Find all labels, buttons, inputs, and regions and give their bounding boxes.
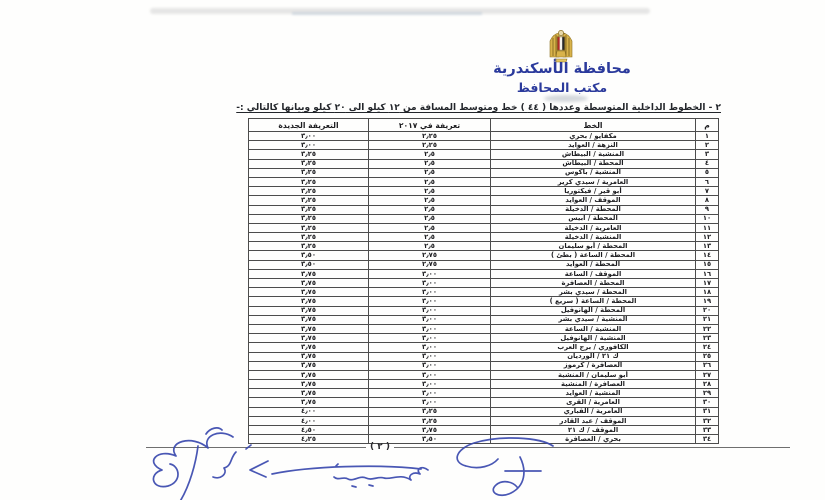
fare-new: ٣٫٠٠	[249, 141, 369, 150]
fare-new: ٣٫٥٠	[249, 251, 369, 260]
header-fare-2017: تعريفة في ٢٠١٧	[369, 119, 491, 132]
row-number: ٥	[696, 168, 719, 177]
line-name: أبو قير / فيكتوريا	[491, 187, 696, 196]
fare-new: ٣٫٠٠	[249, 132, 369, 141]
fare-2017: ٣٫٠٠	[369, 380, 491, 389]
line-name: المحطة / ابيس	[491, 214, 696, 223]
table-row	[249, 306, 719, 315]
row-number: ٦	[696, 177, 719, 186]
row-number: ٤	[696, 159, 719, 168]
line-name: الموقف / عبد القادر	[491, 416, 696, 425]
stamp-smudge	[544, 95, 588, 102]
line-name: المنشية / سيدي بشر	[491, 315, 696, 324]
fare-2017: ٣٫٠٠	[369, 343, 491, 352]
fare-2017: ٣٫٠٠	[369, 352, 491, 361]
fare-new: ٣٫٢٥	[249, 168, 369, 177]
table-row	[249, 426, 719, 435]
fare-2017: ٣٫٠٠	[369, 370, 491, 379]
line-name: المحطة / سيدي بشر	[491, 288, 696, 297]
fare-new: ٣٫٢٥	[249, 233, 369, 242]
row-number: ١	[696, 132, 719, 141]
row-number: ٢٩	[696, 389, 719, 398]
row-number: ٢٣	[696, 334, 719, 343]
page-number: ( ٢ )	[370, 442, 390, 452]
fare-2017: ٣٫٠٠	[369, 315, 491, 324]
line-name: الكافوري / برج العرب	[491, 343, 696, 352]
table-row	[249, 416, 719, 425]
table-row	[249, 150, 719, 159]
line-name: المحطة / البيطاش	[491, 159, 696, 168]
table-row	[249, 187, 719, 196]
fare-2017: ٢٫٥	[369, 168, 491, 177]
table-row	[249, 177, 719, 186]
fare-2017: ٢٫٥	[369, 223, 491, 232]
fare-new: ٣٫٧٥	[249, 380, 369, 389]
row-number: ٢٦	[696, 361, 719, 370]
fare-2017: ٣٫٠٠	[369, 334, 491, 343]
table-row	[249, 141, 719, 150]
fare-new: ٣٫٢٥	[249, 214, 369, 223]
line-name: المنشية / البيطاش	[491, 150, 696, 159]
row-number: ١٤	[696, 251, 719, 260]
fare-2017: ٢٫٢٥	[369, 132, 491, 141]
header-line-name: الخط	[491, 119, 696, 132]
fare-2017: ٣٫٠٠	[369, 306, 491, 315]
fare-2017: ٢٫٥	[369, 159, 491, 168]
table-row	[249, 196, 719, 205]
fare-2017: ٣٫٠٠	[369, 297, 491, 306]
row-number: ٩	[696, 205, 719, 214]
row-number: ٢١	[696, 315, 719, 324]
row-number: ٣٤	[696, 435, 719, 444]
fare-new: ٣٫٧٥	[249, 288, 369, 297]
table-row	[249, 159, 719, 168]
table-row	[249, 361, 719, 370]
fare-2017: ٣٫٠٠	[369, 389, 491, 398]
fare-2017: ٢٫٥	[369, 242, 491, 251]
fare-new: ٣٫٧٥	[249, 334, 369, 343]
line-name: المحطة / الهانوفيل	[491, 306, 696, 315]
fare-new: ٣٫٧٥	[249, 343, 369, 352]
table-row	[249, 288, 719, 297]
table-row	[249, 205, 719, 214]
fare-new: ٣٫٧٥	[249, 306, 369, 315]
fare-new: ٣٫٢٥	[249, 223, 369, 232]
fare-2017: ٣٫٠٠	[369, 269, 491, 278]
fare-new: ٣٫٢٥	[249, 177, 369, 186]
fare-new: ٣٫٧٥	[249, 279, 369, 288]
row-number: ٨	[696, 196, 719, 205]
line-name: المحطة / الساعة ( سريع )	[491, 297, 696, 306]
section-title: ٢ - الخطوط الداخلية المتوسطة وعددها ( ٤٤ ) خط ومتوسط المسافة من ١٢ كيلو الى ٢٠ كيلو وبيانها كالتالي :-	[236, 103, 721, 113]
line-name: أبو سليمان / المنشية	[491, 370, 696, 379]
line-name: العامرية / الدخيلة	[491, 223, 696, 232]
table-row	[249, 334, 719, 343]
row-number: ٣١	[696, 407, 719, 416]
line-name: المحطة / الدخيلة	[491, 205, 696, 214]
line-name: المحطة / العصافرة	[491, 279, 696, 288]
line-name: الموقف / العوايد	[491, 196, 696, 205]
line-name: الموقف / ك ٢١	[491, 426, 696, 435]
table-row	[249, 380, 719, 389]
fare-new: ٣٫٧٥	[249, 297, 369, 306]
fare-table	[248, 118, 719, 444]
fare-new: ٤٫٥٠	[249, 426, 369, 435]
row-number: ١٢	[696, 233, 719, 242]
fare-2017: ٣٫٠٠	[369, 324, 491, 333]
row-number: ٢٤	[696, 343, 719, 352]
footer-rule	[146, 447, 366, 448]
fare-2017: ٣٫٢٥	[369, 407, 491, 416]
fare-new: ٣٫٧٥	[249, 389, 369, 398]
line-name: العصافرة / كرموز	[491, 361, 696, 370]
row-number: ١٩	[696, 297, 719, 306]
row-number: ٧	[696, 187, 719, 196]
row-number: ١٣	[696, 242, 719, 251]
row-number: ٢٥	[696, 352, 719, 361]
row-number: ٢٨	[696, 380, 719, 389]
line-name: مكفايو / بحري	[491, 132, 696, 141]
line-name: بحري / العصافرة	[491, 435, 696, 444]
table-row	[249, 223, 719, 232]
line-name: المحطة / الساعة ( بطئ )	[491, 251, 696, 260]
row-number: ٣	[696, 150, 719, 159]
fare-new: ٣٫٢٥	[249, 205, 369, 214]
row-number: ١٧	[696, 279, 719, 288]
fare-2017: ٢٫٧٥	[369, 260, 491, 269]
row-number: ١١	[696, 223, 719, 232]
fare-new: ٣٫٢٥	[249, 159, 369, 168]
line-name: العامرية / القرى	[491, 398, 696, 407]
org-name: محافظة الأسكندرية	[493, 61, 631, 77]
line-name: المنشية / الساعة	[491, 324, 696, 333]
egypt-eagle-emblem-icon	[545, 26, 577, 64]
row-number: ٢	[696, 141, 719, 150]
fare-2017: ٣٫٥٠	[369, 435, 491, 444]
table-row	[249, 297, 719, 306]
line-name: العصافرة / المنشية	[491, 380, 696, 389]
line-name: الموقف / الساعة	[491, 269, 696, 278]
table-row	[249, 370, 719, 379]
table-row	[249, 407, 719, 416]
table-header-row	[249, 119, 719, 132]
footer-rule	[394, 447, 790, 448]
fare-2017: ٣٫٠٠	[369, 288, 491, 297]
table-row	[249, 279, 719, 288]
fare-new: ٣٫٧٥	[249, 315, 369, 324]
line-name: المنشية / الدخيلة	[491, 233, 696, 242]
row-number: ٢٠	[696, 306, 719, 315]
row-number: ٢٧	[696, 370, 719, 379]
fare-2017: ٢٫٧٥	[369, 251, 491, 260]
fare-2017: ٣٫٠٠	[369, 361, 491, 370]
fare-2017: ٢٫٥	[369, 233, 491, 242]
fare-new: ٣٫٧٥	[249, 324, 369, 333]
table-row	[249, 324, 719, 333]
line-name: المنشية / العوايد	[491, 389, 696, 398]
row-number: ٣٠	[696, 398, 719, 407]
fare-new: ٣٫٢٥	[249, 242, 369, 251]
table-row	[249, 168, 719, 177]
line-name: المنشية / الهانوفيل	[491, 334, 696, 343]
line-name: العامرية / القباري	[491, 407, 696, 416]
header-row-number: م	[696, 119, 719, 132]
table-body	[249, 132, 719, 444]
fare-2017: ٢٫٢٥	[369, 141, 491, 150]
table-row	[249, 214, 719, 223]
letterhead	[478, 62, 646, 95]
line-name: المنشية / باكوس	[491, 168, 696, 177]
fare-2017: ٢٫٥	[369, 205, 491, 214]
row-number: ١٠	[696, 214, 719, 223]
table-row	[249, 233, 719, 242]
fare-new: ٣٫٧٥	[249, 370, 369, 379]
line-name: المحطة / العوايد	[491, 260, 696, 269]
table-row	[249, 260, 719, 269]
header-fare-new: التعريفة الجديدة	[249, 119, 369, 132]
table-row	[249, 269, 719, 278]
row-number: ١٨	[696, 288, 719, 297]
table-row	[249, 435, 719, 444]
fare-2017: ٣٫٠٠	[369, 398, 491, 407]
line-name: النزهة / العوايد	[491, 141, 696, 150]
line-name: العامرية / سيدي كرير	[491, 177, 696, 186]
fare-new: ٣٫٥٠	[249, 260, 369, 269]
row-number: ١٥	[696, 260, 719, 269]
fare-new: ٣٫٧٥	[249, 361, 369, 370]
fare-new: ٣٫٢٥	[249, 187, 369, 196]
table-row	[249, 389, 719, 398]
line-name: المحطة / أبو سليمان	[491, 242, 696, 251]
scan-artifact-band	[292, 12, 482, 15]
fare-2017: ٢٫٥	[369, 214, 491, 223]
fare-new: ٤٫٠٠	[249, 416, 369, 425]
fare-2017: ٢٫٥	[369, 196, 491, 205]
table-row	[249, 398, 719, 407]
table-row	[249, 242, 719, 251]
fare-new: ٣٫٧٥	[249, 269, 369, 278]
row-number: ٣٢	[696, 416, 719, 425]
fare-new: ٣٫٢٥	[249, 196, 369, 205]
line-name: ك ٢١ / الورديان	[491, 352, 696, 361]
fare-2017: ٣٫٧٥	[369, 426, 491, 435]
fare-2017: ٣٫٢٥	[369, 416, 491, 425]
fare-new: ٣٫٢٥	[249, 150, 369, 159]
fare-2017: ٣٫٠٠	[369, 279, 491, 288]
row-number: ٢٢	[696, 324, 719, 333]
fare-2017: ٢٫٥	[369, 150, 491, 159]
fare-new: ٤٫٢٥	[249, 435, 369, 444]
table-row	[249, 132, 719, 141]
org-office: مكتب المحافظ	[516, 79, 608, 95]
fare-new: ٣٫٧٥	[249, 398, 369, 407]
fare-2017: ٢٫٥	[369, 177, 491, 186]
fare-new: ٣٫٧٥	[249, 352, 369, 361]
row-number: ٣٣	[696, 426, 719, 435]
fare-new: ٤٫٠٠	[249, 407, 369, 416]
table-row	[249, 251, 719, 260]
row-number: ١٦	[696, 269, 719, 278]
table-row	[249, 315, 719, 324]
fare-2017: ٢٫٥	[369, 187, 491, 196]
table-row	[249, 352, 719, 361]
table-row	[249, 343, 719, 352]
